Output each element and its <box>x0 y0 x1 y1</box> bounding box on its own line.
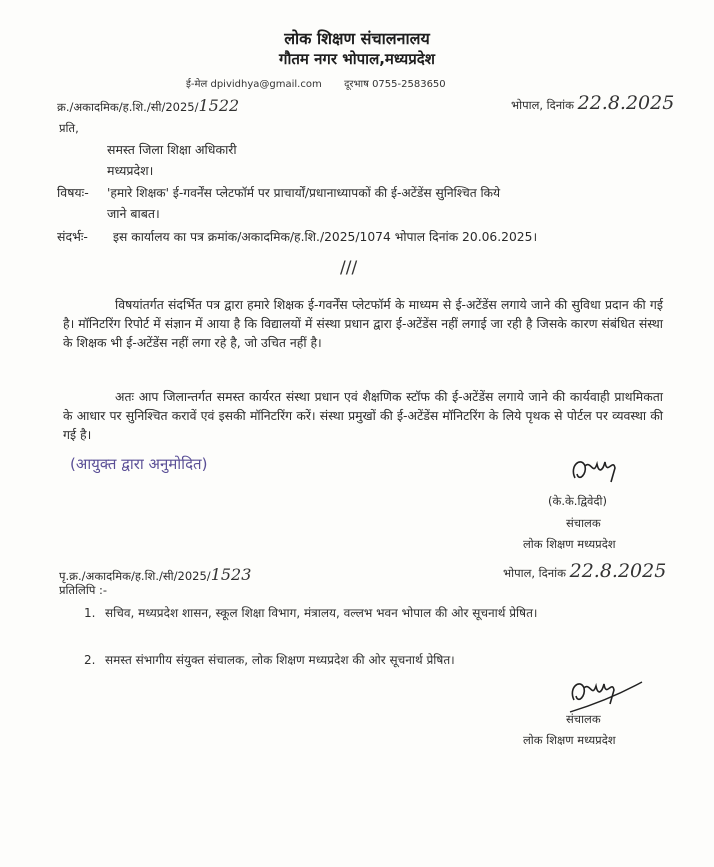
approval-note: (आयुक्त द्वारा अनुमोदित) <box>70 455 208 473</box>
reference-label: संदर्भः- <box>57 229 88 244</box>
contact-line <box>186 76 446 90</box>
separator-mark: /// <box>340 258 358 278</box>
phone-label: दूरभाष <box>344 79 369 90</box>
copy-item-1-text: सचिव, मध्यप्रदेश शासन, स्कूल शिक्षा विभाग, मंत्रालय, वल्लभ भवन भोपाल की ओर सूचनार्थ प्रेषित। <box>105 606 538 620</box>
copy-item-2-text: समस्त संभागीय संयुक्त संचालक, लोक शिक्षण मध्यप्रदेश की ओर सूचनार्थ प्रेषित। <box>105 653 455 667</box>
body-paragraph-2: अतः आप जिलान्तर्गत समस्त कार्यरत संस्था प्रधान एवं शैक्षणिक स्टॉफ की ई-अटेंडेंस लगाये जाने की कार्यवाही प्राथमिकता के आधार पर सुनिश्चित करावें एवं इसकी मॉनिटरिंग करें। संस्था प्रमुखों की ई-अटेंडेंस मॉनिटरिंग के लिये पृथक से पोर्टल पर व्यवस्था की गई है। <box>63 389 663 442</box>
endorsement-handwritten-date: 22.8.2025 <box>569 560 667 582</box>
reference-number <box>57 96 239 115</box>
signatory-name: (के.के.द्विवेदी) <box>548 494 608 508</box>
handwritten-date: 22.8.2025 <box>577 92 675 114</box>
copy-item-2 <box>84 651 674 670</box>
body-paragraph-1: विषयांतर्गत संदर्भित पत्र द्वारा हमारे शिक्षक ई-गवर्नेंस प्लेटफॉर्म के माध्यम से ई-अटेंडेंस लगाये जाने की सुविधा प्रदान की गई है। मॉनिटरिंग रिपोर्ट में संज्ञान में आया है कि विद्यालयों में संस्था प्रधान द्वारा ई-अटेंडेंस नहीं लगाई जा रही है जिसके कारण संबंधित संस्था के शिक्षक भी ई-अटेंडेंस नहीं लगा रहे है, जो उचित नहीं है। <box>63 297 663 350</box>
recipient-to: प्रति, <box>59 121 79 135</box>
recipient-state: मध्यप्रदेश। <box>107 163 154 178</box>
endorsement-designation: संचालक <box>566 712 601 726</box>
office-address: गौतम नगर भोपाल,मध्यप्रदेश <box>279 50 435 68</box>
copy-label: प्रतिलिपि :- <box>59 583 108 597</box>
endorsement-handwritten-number: 1523 <box>210 565 252 584</box>
email-address[interactable]: dpividhya@gmail.com <box>210 79 322 90</box>
copy-item-2-number: 2. <box>84 653 96 667</box>
reference-text: इस कार्यालय का पत्र क्रमांक/अकादमिक/ह.शि./2025/1074 भोपाल दिनांक 20.06.2025। <box>113 230 538 244</box>
endorsement-office: लोक शिक्षण मध्यप्रदेश <box>523 733 616 747</box>
endorsement-date-label: भोपाल, दिनांक <box>503 566 566 580</box>
reference-date <box>511 92 674 114</box>
email-label: ई-मेल <box>186 79 208 90</box>
subject-label: विषयः- <box>57 185 89 200</box>
endorsement-date <box>503 560 666 582</box>
director-signature <box>567 452 627 492</box>
endorsement-number <box>59 565 251 584</box>
reference-handwritten-number: 1522 <box>198 96 240 115</box>
recipient-name: समस्त जिला शिक्षा अधिकारी <box>107 142 237 157</box>
place-date-label: भोपाल, दिनांक <box>511 98 574 112</box>
subject-line-2: जाने बाबत। <box>107 206 160 221</box>
signatory-office: लोक शिक्षण मध्यप्रदेश <box>523 537 616 551</box>
copy-item-1 <box>84 604 674 623</box>
subject-line-1: 'हमारे शिक्षक' ई-गवर्नेंस प्लेटफॉर्म पर प्राचार्यों/प्रधानाध्यापकों की ई-अटेंडेंस सुनिश्चित किये <box>107 186 501 200</box>
phone-number: 0755-2583650 <box>372 79 446 90</box>
copy-item-1-number: 1. <box>84 606 96 620</box>
signatory-designation: संचालक <box>566 516 601 530</box>
reference-prefix: क्र./अकादमिक/ह.शि./सी/2025/ <box>57 100 199 114</box>
endorsement-prefix: पृ.क्र./अकादमिक/ह.शि./सी/2025/ <box>59 569 211 583</box>
office-title: लोक शिक्षण संचालनालय <box>284 29 430 48</box>
